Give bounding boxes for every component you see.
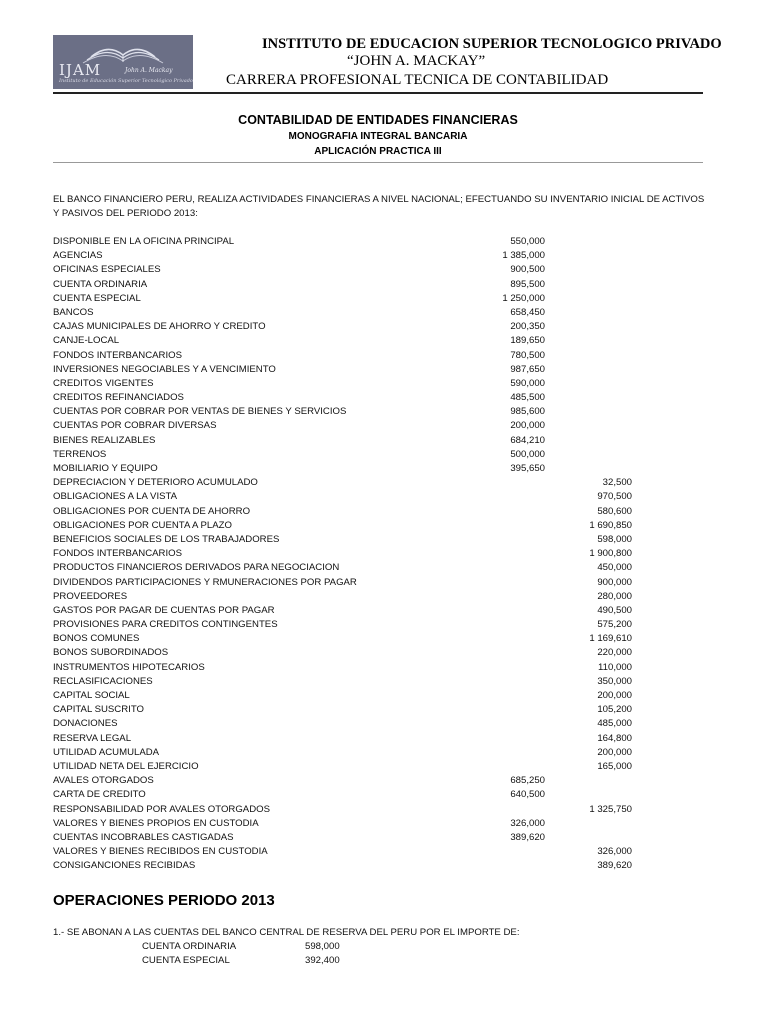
account-row bbox=[53, 831, 653, 845]
account-credit-amount: 1 169,610 bbox=[589, 633, 632, 645]
document-subtitle: MONOGRAFIA INTEGRAL BANCARIA bbox=[288, 131, 468, 142]
account-row bbox=[53, 363, 653, 377]
account-credit-amount: 1 325,750 bbox=[589, 803, 632, 815]
institute-logo bbox=[53, 35, 193, 89]
logo-subtitle: Instituto de Educación Superior Tecnológico Privado bbox=[59, 78, 193, 84]
account-debit-amount: 895,500 bbox=[510, 278, 545, 290]
account-credit-amount: 220,000 bbox=[597, 647, 632, 659]
account-row bbox=[53, 263, 653, 277]
account-debit-amount: 1 250,000 bbox=[502, 292, 545, 304]
account-debit-amount: 640,500 bbox=[510, 789, 545, 801]
account-credit-amount: 350,000 bbox=[597, 675, 632, 687]
account-row bbox=[53, 505, 653, 519]
account-label: AGENCIAS bbox=[53, 250, 103, 262]
account-label: BONOS SUBORDINADOS bbox=[53, 647, 169, 659]
account-row bbox=[53, 462, 653, 476]
account-label: PRODUCTOS FINANCIEROS DERIVADOS PARA NEGOCIACION bbox=[53, 562, 340, 574]
account-row bbox=[53, 717, 653, 731]
career-title: CARRERA PROFESIONAL TECNICA DE CONTABILIDAD bbox=[226, 72, 609, 88]
account-row bbox=[53, 788, 653, 802]
account-label: UTILIDAD ACUMULADA bbox=[53, 746, 160, 758]
institution-name: INSTITUTO DE EDUCACION SUPERIOR TECNOLOGICO PRIVADO bbox=[262, 36, 722, 52]
account-debit-amount: 200,000 bbox=[510, 420, 545, 432]
account-row bbox=[53, 803, 653, 817]
operation-item-amount: 598,000 bbox=[305, 941, 340, 952]
account-row bbox=[53, 632, 653, 646]
account-debit-amount: 550,000 bbox=[510, 236, 545, 247]
account-label: FONDOS INTERBANCARIOS bbox=[53, 548, 182, 560]
account-label: VALORES Y BIENES RECIBIDOS EN CUSTODIA bbox=[53, 846, 268, 858]
account-row bbox=[53, 576, 653, 590]
account-label: OBLIGACIONES A LA VISTA bbox=[53, 491, 178, 503]
account-row bbox=[53, 604, 653, 618]
operation-item-label: CUENTA ORDINARIA bbox=[142, 941, 237, 952]
account-row bbox=[53, 448, 653, 462]
account-label: RESERVA LEGAL bbox=[53, 732, 132, 744]
operation-item-label: CUENTA ESPECIAL bbox=[142, 955, 230, 966]
account-row bbox=[53, 278, 653, 292]
account-credit-amount: 1 900,800 bbox=[589, 548, 632, 560]
account-row bbox=[53, 320, 653, 334]
account-credit-amount: 598,000 bbox=[597, 533, 632, 545]
account-label: CONSIGANCIONES RECIBIDAS bbox=[53, 860, 196, 872]
intro-paragraph: EL BANCO FINANCIERO PERU, REALIZA ACTIVIDADES FINANCIERAS A NIVEL NACIONAL; EFECTUANDO SU INVENTARIO INICIAL DE ACTIVOS Y PASIVOS DEL PERIODO 2013: bbox=[53, 194, 705, 219]
account-credit-amount: 200,000 bbox=[597, 690, 632, 701]
account-label: OBLIGACIONES POR CUENTA DE AHORRO bbox=[53, 505, 251, 517]
account-credit-amount: 32,500 bbox=[602, 477, 632, 489]
account-credit-amount: 580,600 bbox=[597, 505, 632, 517]
account-label: CREDITOS REFINANCIADOS bbox=[53, 392, 184, 404]
account-row bbox=[53, 661, 653, 675]
account-row bbox=[53, 760, 653, 774]
account-row bbox=[53, 306, 653, 320]
account-label: BANCOS bbox=[53, 306, 94, 318]
account-row bbox=[53, 646, 653, 660]
account-label: CAPITAL SOCIAL bbox=[53, 690, 130, 701]
account-credit-amount: 485,000 bbox=[597, 718, 632, 730]
account-label: OFICINAS ESPECIALES bbox=[53, 264, 161, 276]
operation-item-amount: 392,400 bbox=[305, 955, 340, 966]
account-label: BIENES REALIZABLES bbox=[53, 434, 156, 446]
account-label: OBLIGACIONES POR CUENTA A PLAZO bbox=[53, 519, 232, 531]
document-title: CONTABILIDAD DE ENTIDADES FINANCIERAS bbox=[238, 113, 518, 127]
account-row bbox=[53, 391, 653, 405]
account-row bbox=[53, 249, 653, 263]
account-label: PROVEEDORES bbox=[53, 590, 128, 602]
account-debit-amount: 326,000 bbox=[510, 817, 545, 829]
account-label: MOBILIARIO Y EQUIPO bbox=[53, 463, 158, 474]
account-row bbox=[53, 675, 653, 689]
account-credit-amount: 389,620 bbox=[597, 860, 632, 872]
account-credit-amount: 200,000 bbox=[597, 746, 632, 758]
account-row bbox=[53, 334, 653, 348]
account-credit-amount: 450,000 bbox=[597, 562, 632, 574]
account-label: RESPONSABILIDAD POR AVALES OTORGADOS bbox=[53, 803, 270, 815]
account-credit-amount: 1 690,850 bbox=[589, 519, 632, 531]
account-label: BENEFICIOS SOCIALES DE LOS TRABAJADORES bbox=[53, 533, 280, 545]
account-row bbox=[53, 590, 653, 604]
account-label: PROVISIONES PARA CREDITOS CONTINGENTES bbox=[53, 619, 278, 631]
account-label: CUENTA ESPECIAL bbox=[53, 292, 141, 304]
institute-title: “JOHN A. MACKAY” bbox=[347, 53, 486, 69]
account-label: CUENTAS POR COBRAR POR VENTAS DE BIENES Y SERVICIOS bbox=[53, 406, 347, 418]
account-label: CUENTA ORDINARIA bbox=[53, 278, 148, 290]
account-row bbox=[53, 561, 653, 575]
account-label: FONDOS INTERBANCARIOS bbox=[53, 349, 182, 361]
account-row bbox=[53, 519, 653, 533]
account-label: TERRENOS bbox=[53, 448, 107, 460]
account-credit-amount: 165,000 bbox=[597, 760, 632, 772]
account-label: CAJAS MUNICIPALES DE AHORRO Y CREDITO bbox=[53, 321, 266, 333]
account-credit-amount: 280,000 bbox=[597, 590, 632, 602]
account-row bbox=[53, 547, 653, 561]
operations-title: OPERACIONES PERIODO 2013 bbox=[53, 892, 275, 909]
account-credit-amount: 326,000 bbox=[597, 846, 632, 858]
account-debit-amount: 485,500 bbox=[510, 392, 545, 404]
account-debit-amount: 658,450 bbox=[510, 306, 545, 318]
account-row bbox=[53, 476, 653, 490]
account-label: CARTA DE CREDITO bbox=[53, 789, 146, 801]
account-label: CUENTAS POR COBRAR DIVERSAS bbox=[53, 420, 217, 432]
account-row bbox=[53, 732, 653, 746]
account-debit-amount: 395,650 bbox=[510, 463, 545, 474]
account-debit-amount: 200,350 bbox=[510, 321, 545, 333]
account-debit-amount: 780,500 bbox=[510, 349, 545, 361]
account-label: DEPRECIACION Y DETERIORO ACUMULADO bbox=[53, 477, 258, 489]
account-label: DIVIDENDOS PARTICIPACIONES Y RMUNERACIONES POR PAGAR bbox=[53, 576, 357, 588]
account-credit-amount: 490,500 bbox=[597, 604, 632, 616]
account-label: AVALES OTORGADOS bbox=[53, 775, 154, 787]
account-credit-amount: 900,000 bbox=[597, 576, 632, 588]
document-subtitle-2: APLICACIÓN PRACTICA III bbox=[314, 146, 442, 157]
account-debit-amount: 590,000 bbox=[510, 377, 545, 389]
account-label: CAPITAL SUSCRITO bbox=[53, 704, 144, 716]
account-label: INVERSIONES NEGOCIABLES Y A VENCIMIENTO bbox=[53, 363, 276, 375]
account-row bbox=[53, 235, 653, 249]
account-credit-amount: 105,200 bbox=[597, 704, 632, 716]
account-label: RECLASIFICACIONES bbox=[53, 675, 153, 687]
account-row bbox=[53, 746, 653, 760]
account-debit-amount: 685,250 bbox=[510, 775, 545, 787]
account-row bbox=[53, 845, 653, 859]
account-label: VALORES Y BIENES PROPIOS EN CUSTODIA bbox=[53, 817, 259, 829]
account-label: GASTOS POR PAGAR DE CUENTAS POR PAGAR bbox=[53, 604, 275, 616]
account-debit-amount: 900,500 bbox=[510, 264, 545, 276]
account-debit-amount: 1 385,000 bbox=[502, 250, 545, 262]
logo-text: IJAM bbox=[59, 61, 102, 79]
account-row bbox=[53, 377, 653, 391]
account-label: BONOS COMUNES bbox=[53, 633, 140, 645]
account-debit-amount: 684,210 bbox=[510, 434, 545, 446]
account-row bbox=[53, 292, 653, 306]
account-label: DONACIONES bbox=[53, 718, 118, 730]
account-debit-amount: 389,620 bbox=[510, 831, 545, 843]
account-debit-amount: 987,650 bbox=[510, 363, 545, 375]
account-label: DISPONIBLE EN LA OFICINA PRINCIPAL bbox=[53, 236, 235, 247]
account-row bbox=[53, 490, 653, 504]
account-credit-amount: 164,800 bbox=[597, 732, 632, 744]
accounts-list bbox=[53, 235, 653, 873]
account-row bbox=[53, 349, 653, 363]
header-divider bbox=[53, 92, 703, 94]
account-row bbox=[53, 859, 653, 873]
title-divider bbox=[53, 162, 703, 163]
account-debit-amount: 985,600 bbox=[510, 406, 545, 418]
account-label: CREDITOS VIGENTES bbox=[53, 377, 154, 389]
account-row bbox=[53, 703, 653, 717]
account-label: CANJE-LOCAL bbox=[53, 335, 120, 347]
account-row bbox=[53, 434, 653, 448]
account-debit-amount: 500,000 bbox=[510, 448, 545, 460]
account-credit-amount: 110,000 bbox=[598, 661, 632, 673]
account-label: CUENTAS INCOBRABLES CASTIGADAS bbox=[53, 831, 234, 843]
account-label: UTILIDAD NETA DEL EJERCICIO bbox=[53, 760, 199, 772]
account-row bbox=[53, 689, 653, 703]
logo-name: John A. Mackay bbox=[125, 67, 173, 74]
account-credit-amount: 970,500 bbox=[597, 491, 632, 503]
account-row bbox=[53, 817, 653, 831]
account-row bbox=[53, 419, 653, 433]
account-row bbox=[53, 774, 653, 788]
account-row bbox=[53, 618, 653, 632]
operation-1-text: 1.- SE ABONAN A LAS CUENTAS DEL BANCO CENTRAL DE RESERVA DEL PERU POR EL IMPORTE DE: bbox=[53, 927, 520, 938]
account-row bbox=[53, 533, 653, 547]
account-debit-amount: 189,650 bbox=[510, 335, 545, 347]
account-label: INSTRUMENTOS HIPOTECARIOS bbox=[53, 661, 205, 673]
account-row bbox=[53, 405, 653, 419]
account-credit-amount: 575,200 bbox=[597, 619, 632, 631]
